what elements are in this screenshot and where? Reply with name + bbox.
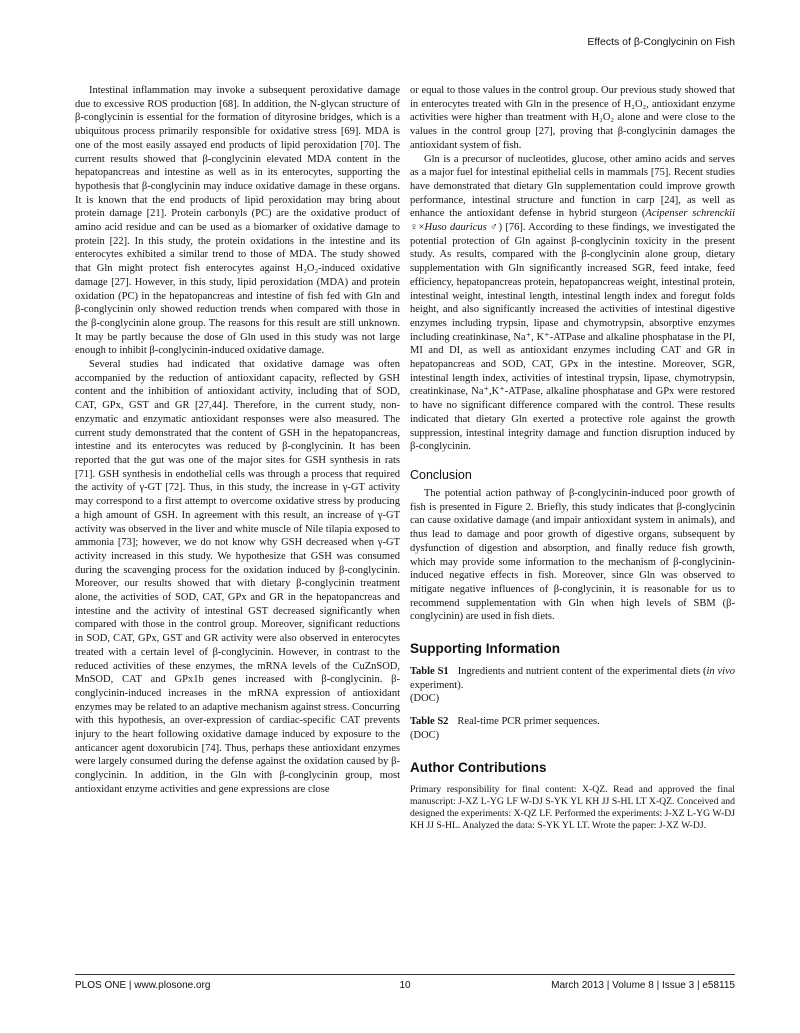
supporting-item-format: (DOC) [410, 729, 440, 741]
two-column-content [75, 84, 735, 832]
author-contributions-paragraph: Primary responsibility for final content: X-QZ. Read and approved the final manuscript: J-XZ L-YG LF W-DJ S-YK YL KH JJ S-HL LT X-QZ. Conceived and designed the experiments: X-QZ LF. Performed the experiments: J-XZ L-YG W-DJ KH JJ S-HL. Analyzed the data: S-YK YL LT. Wrote the paper: J-XZ W-DJ. [410, 783, 735, 832]
supporting-item-label: Table S2 [410, 716, 449, 728]
section-heading-conclusion: Conclusion [410, 467, 472, 482]
supporting-item [410, 665, 735, 692]
footer-issue-info: March 2013 | Volume 8 | Issue 3 | e58115 [551, 980, 735, 991]
right-column [410, 84, 735, 832]
body-paragraph: or equal to those values in the control group. Our previous study showed that in enterocytes treated with Gln in the presence of H₂O₂, antioxidant enzyme activities were higher than treatment with H₂O₂ alone and were close to the values in the control group [27], proving that β-conglycinin damages the antioxidant system of fish. [410, 85, 735, 151]
supporting-item-label: Table S1 [410, 666, 449, 678]
page-footer [75, 980, 735, 991]
supporting-item-text: Real-time PCR primer sequences. [457, 716, 600, 728]
footer-page-number: 10 [399, 980, 411, 991]
footer-journal: PLOS ONE | www.plosone.org [75, 980, 211, 991]
body-paragraph: Gln is a precursor of nucleotides, glucose, other amino acids and serves as a major fuel for intestinal epithelial cells in mammals [75]. Recent studies have demonstrated that dietary Gln supplementation could improve growth performance, intestinal structure and function in carp [24], as well as enhance the antioxidant defense in hybrid sturgeon (Acipenser schrenckii ♀×Huso dauricus ♂) [76]. According to these findings, we investigated the potential protection of Gln against β-conglycinin toxicity in the present study. As results, compared with the β-conglycinin alone group, dietary supplementation with Gln significantly increased SGR, feed intake, feed efficiency, hepatopancreas protein, hepatopancreas weight, intestinal protein, intestinal weight, intestinal length, intestinal length index and foregut folds height, and also significantly increased the activities of intestinal digestive enzymes including trypsin, lipase and chymotrypsin, absorptive enzymes including creatinkinase, Na⁺, K⁺-ATPase and alkaline phosphatase in the PI, MI and DI, as well as antioxidant enzymes including CAT and GR in hepatopancreas and SOD, CAT, GPx in the intestine. Moreover, SGR, intestinal length index, activities of intestinal trypsin, lipase, chymotrypsin, creatinkinase, Na⁺,K⁺-ATPase, alkaline phosphatase and GPx were restored to have no significant difference compared with the control. These results indicated that dietary Gln exerted a protective role against the growth suppression, intestinal integrity damage and function disruption induced by β-conglycinin. [410, 153, 735, 453]
body-paragraph: Intestinal inflammation may invoke a subsequent peroxidative damage due to excessive ROS production [68]. In addition, the N-glycan structure of β-conglycinin is essential for the formation of dityrosine bridges, which is a ubiquitous process primarily responsible for oxidative stress [69]. MDA is one of the most easily assayed end products of lipid peroxidation [70]. The current results showed that β-conglycinin elevated MDA content in the hepatopancreas and intestine as well as in its enterocytes, supporting the hypothesis that β-conglycinin may induce oxidative damage in these organs. It is known that the end products of lipid peroxidation may bring about protein damage [21]. Protein carbonyls (PC) are the oxidative product of amino acid residue and can be used as a biomarker of oxidative damage to protein [22]. In this study, the protein oxidations in the intestine and its enterocytes exhibited a similar trend to those of MDA. The study showed that Gln might protect fish enterocytes against H₂O₂-induced oxidative damage [27]. However, in this study, lipid peroxidation (MDA) and protein oxidation (PC) in the hepatopancreas and intestine of fish fed with Gln and β-conglycinin only showed reduction trends when compared with those in the β-conglycinin alone group. The reasons for this result are still unknown. It may be partly because the dose of Gln used in this study was not large enough to inhibit β-conglycinin-induced oxidative damage. [75, 85, 400, 357]
footer-divider [75, 974, 735, 975]
running-head: Effects of β-Conglycinin on Fish [587, 36, 735, 48]
conclusion-paragraph: The potential action pathway of β-conglycinin-induced poor growth of fish is presented in Figure 2. Briefly, this study indicates that β-conglycinin can cause oxidative damage (and impair antioxidant system in animals), and thus lead to damage and poor growth of digestive organs, subsequent by dysfunction of digestion and absorption, and finally reduce fish growth, which may provide some information to the mechanism of β-conglycinin-induced negative effects in fish. Moreover, since Gln was observed to mitigate negative influences of β-conglycinin, it is reasonable for us to recommend supplementation with Gln when high levels of SBM (β-conglycinin) are used in fish diets. [410, 487, 735, 623]
supporting-item-text: Ingredients and nutrient content of the experimental diets (in vivo experiment). [410, 666, 736, 691]
section-heading-supporting-information: Supporting Information [410, 641, 560, 657]
supporting-item-format: (DOC) [410, 693, 440, 705]
supporting-item [410, 715, 735, 729]
left-column [75, 84, 400, 797]
body-paragraph: Several studies had indicated that oxidative damage was often accompanied by the reduction of antioxidant capacity, reflected by GSH content and the inhibition of antioxidant activity, including that of SOD, CAT, GPx, GST and GR [27,44]. Therefore, in the current study, non-enzymatic and enzymatic antioxidant responses were also measured. The current study demonstrated that the content of GSH in the hepatopancreas, intestine and its enterocytes was reduced by β-conglycinin. It has been reported that the gut was one of the major sites for GSH synthesis in rats [71]. GSH synthesis in endothelial cells was through a process that required the activity of γ-GT [72]. Thus, in this study, the increase in γ-GT activity may correspond to a first attempt to overcome oxidative stress by producing a high amount of GSH. In agreement with this result, an increase of γ-GT activity was observed in the liver and white muscle of Nile tilapia exposed to ammonia [73]; however, we do not know why GSH decreased when γ-GT activity increased in this study. We hypothesize that GSH was consumed during the scavenging process for the oxidation induced by β-conglycinin. Moreover, our results showed that with dietary β-conglycinin treatment alone, the activities of SOD, CAT, GPx and GR in the hepatopancreas and intestine and the activity of intestinal GST decreased significantly when compared with those in the control group. Moreover, significant reductions in SOD, CAT, GPx, GST and GR activity were also observed in enterocytes treated with a certain level of β-conglycinin. However, in contrast to the reduced activities of these enzymes, the mRNA levels of the CuZnSOD, MnSOD, CAT and GPx1b genes increased with β-conglycinin. β-conglycinin-induced increases in the mRNA expression of antioxidant enzymes may be related to an adaptive mechanism against stress. Concurring with this hypothesis, an over-expression of cardiac-specific CAT prevents injury to the heart following oxidative damage induced by exposure to the anticancer agent doxorubicin [74]. Thus, perhaps these antioxidant enzymes were largely consumed during the defense against the oxidation caused by β-conglycinin. In addition, in the Gln with β-conglycinin group, most antioxidant enzyme activities and gene expressions are close [75, 359, 400, 795]
section-heading-author-contributions: Author Contributions [410, 759, 547, 775]
